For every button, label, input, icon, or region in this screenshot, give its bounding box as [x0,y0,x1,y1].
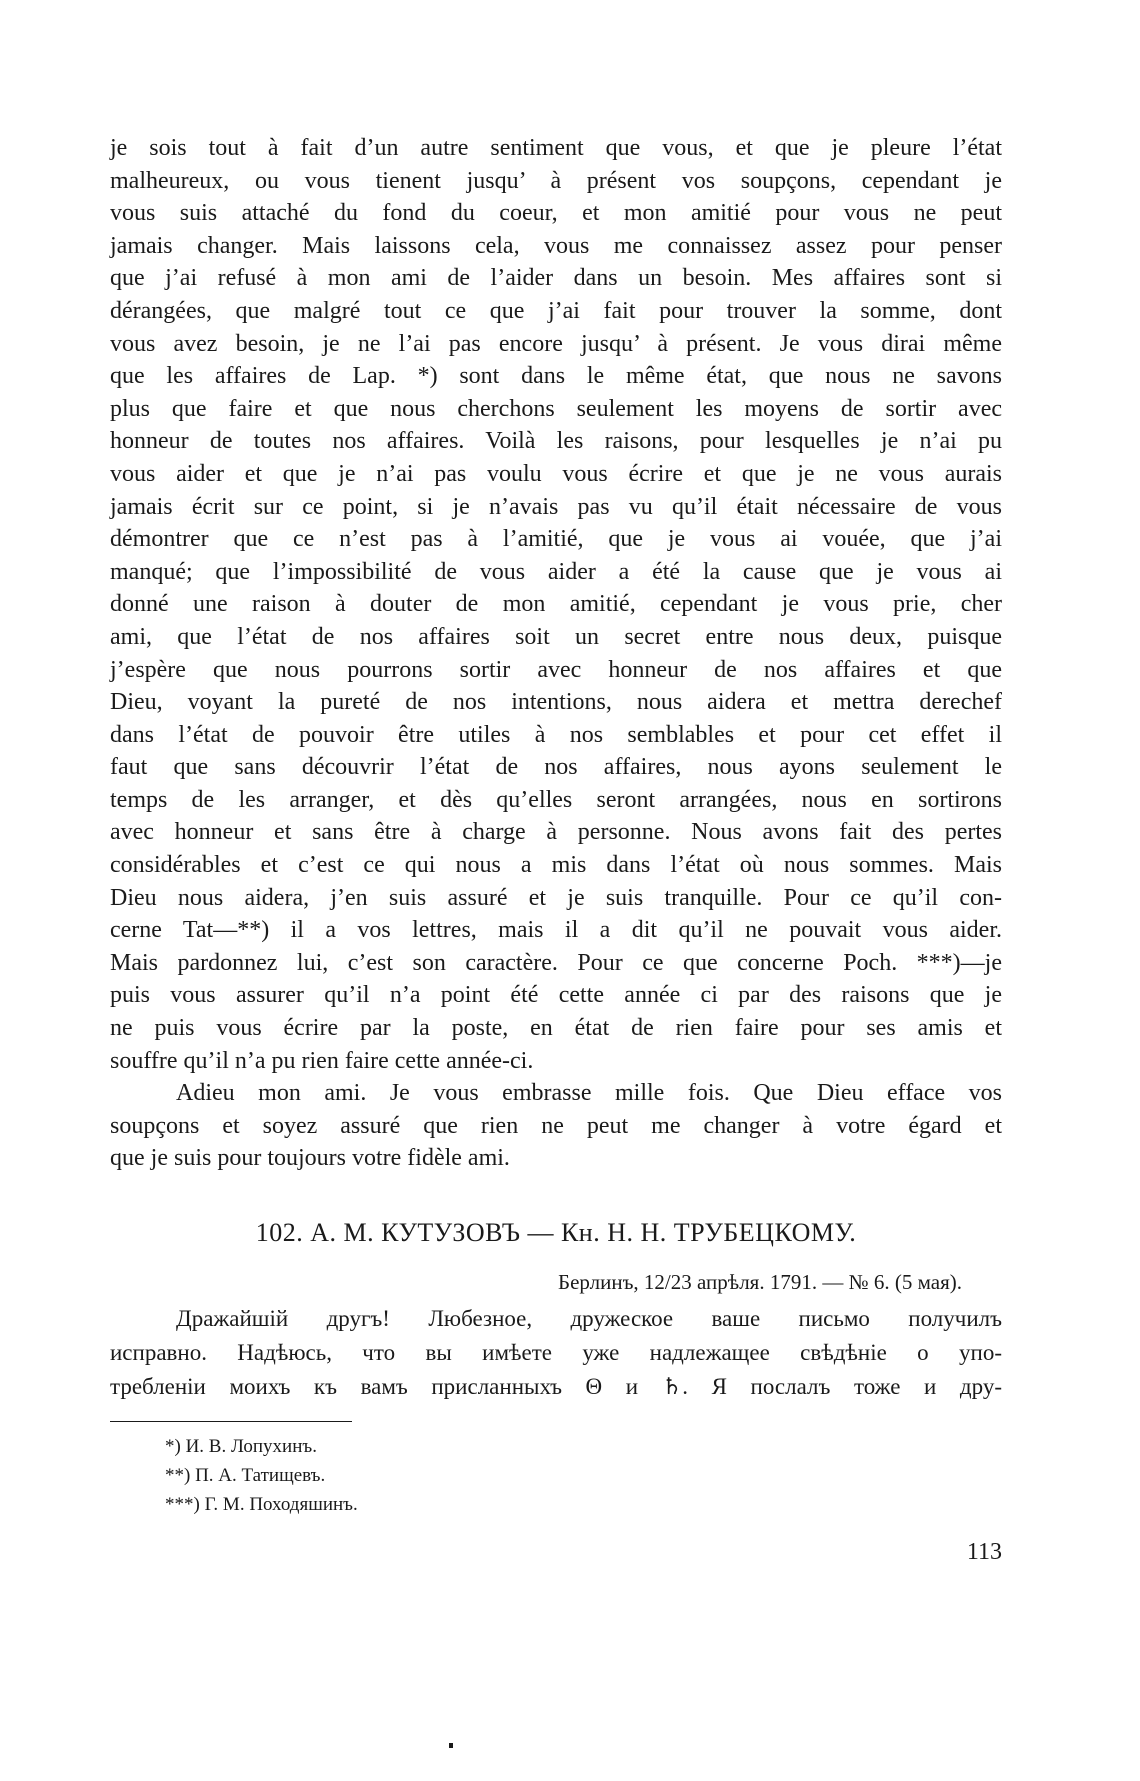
body-line: manqué; que l’impossibilité de vous aider a été la cause que je vous ai [110,558,1002,585]
letter-body-french [110,132,1002,1175]
body-line: vous aider et que je n’ai pas voulu vous écrire et que je ne vous aurais [110,460,1002,487]
body-line: faut que sans découvrir l’état de nos affaires, nous ayons seulement le [110,754,1002,781]
body-line: vous avez besoin, je ne l’ai pas encore jusqu’ à présent. Je vous dirai même [110,330,1002,357]
body-line: Adieu mon ami. Je vous embrasse mille fois. Que Dieu efface vos [176,1080,1002,1107]
body-line: que je suis pour toujours votre fidèle ami. [110,1145,510,1172]
body-line: que j’ai refusé à mon ami de l’aider dans un besoin. Mes affaires sont si [110,265,1002,292]
body-line: dans l’état de pouvoir être utiles à nos semblables et pour cet effet il [110,721,1002,748]
body-line: je sois tout à fait d’un autre sentiment que vous, et que je pleure l’état [110,135,1002,161]
footnote-divider [110,1421,352,1422]
body-line: démontrer que ce n’est pas à l’amitié, que je vous ai vouée, que j’ai [110,526,1002,553]
body-line: Mais pardonnez lui, c’est son caractère. Pour ce que concerne Poch. ***)—je [110,949,1002,976]
body-line: plus que faire et que nous cherchons seulement les moyens de sortir avec [110,395,1002,422]
body-line: Dieu nous aidera, j’en suis assuré et je suis tranquille. Pour ce qu’il con- [110,884,1002,911]
body-line: cerne Tat—**) il a vos lettres, mais il a dit qu’il ne pouvait vous aider. [110,917,1002,944]
letter-line: требленіи моихъ къ вамъ присланныхъ Θ и ♄. Я послалъ тоже и дру- [110,1374,1002,1399]
body-line: avec honneur et sans être à charge à personne. Nous avons fait des pertes [110,819,1002,846]
letter-body-russian [110,1302,1002,1404]
body-line: soupçons et soyez assuré que rien ne peut me changer à votre égard et [110,1112,1002,1139]
page-number: 113 [966,1539,1002,1565]
body-line: ami, que l’état de nos affaires soit un secret entre nous deux, puisque [110,623,1002,650]
body-line: honneur de toutes nos affaires. Voilà les raisons, pour lesquelles je n’ai pu [110,428,1002,455]
footnotes [165,1432,358,1519]
footnote: *) И. В. Лопухинъ. [165,1436,317,1457]
body-line: jamais changer. Mais laissons cela, vous me connaissez assez pour penser [110,232,1002,259]
body-line: temps de les arranger, et dès qu’elles seront arrangées, nous en sortirons [110,786,1002,813]
body-line: donné une raison à douter de mon amitié, cependant je vous prie, cher [110,591,1002,618]
body-line: considérables et c’est ce qui nous a mis dans l’état où nous sommes. Mais [110,852,1002,879]
print-speck [449,1743,453,1748]
letter-line: Дражайшій другъ! Любезное, дружеское ваше письмо получилъ [176,1306,1002,1331]
footnote: ***) Г. М. Походяшинъ. [165,1494,358,1515]
body-line: malheureux, ou vous tienent jusqu’ à présent vos soupçons, cependant je [110,167,1002,194]
body-line: ne puis vous écrire par la poste, en état de rien faire pour ses amis et [110,1015,1002,1042]
footnote: **) П. А. Татищевъ. [165,1465,326,1486]
letter-line: исправно. Надѣюсь, что вы имѣете уже надлежащее свѣдѣніе о упо- [110,1340,1002,1365]
body-line: dérangées, que malgré tout ce que j’ai fait pour trouver la somme, dont [110,297,1002,324]
body-line: j’espère que nous pourrons sortir avec honneur de nos affaires et que [110,656,1002,683]
body-line: jamais écrit sur ce point, si je n’avais pas vu qu’il était nécessaire de vous [110,493,1002,520]
body-line: souffre qu’il n’a pu rien faire cette année-ci. [110,1047,534,1074]
body-line: que les affaires de Lap. *) sont dans le même état, que nous ne savons [110,363,1002,390]
letter-dateline: Берлинъ, 12/23 апрѣля. 1791. — № 6. (5 мая). [558,1270,962,1294]
body-line: puis vous assurer qu’il n’a point été cette année ci par des raisons que je [110,982,1002,1009]
body-line: vous suis attaché du fond du coeur, et mon amitié pour vous ne peut [110,200,1002,227]
letter-heading: 102. А. М. КУТУЗОВЪ — Кн. Н. Н. ТРУБЕЦКОМУ. [255,1218,857,1247]
body-line: Dieu, voyant la pureté de nos intentions, nous aidera et mettra derechef [110,689,1002,716]
